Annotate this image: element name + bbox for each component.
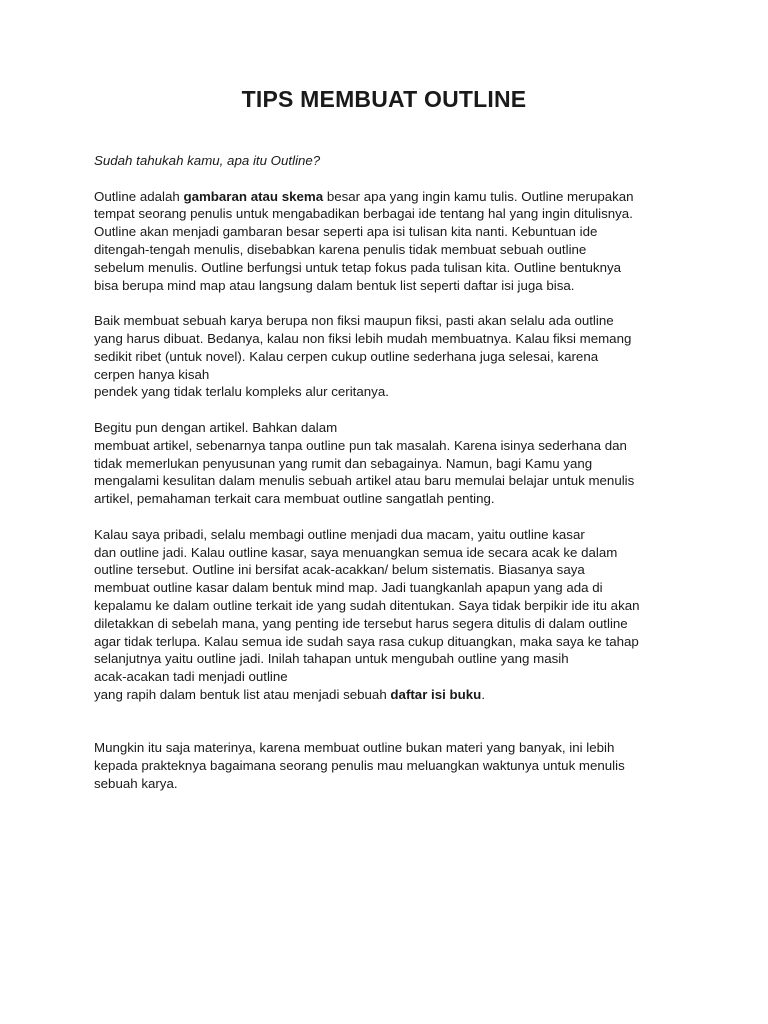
paragraph-line: membuat artikel, sebenarnya tanpa outline pun tak masalah. Karena isinya sederhana dan xyxy=(94,437,627,453)
paragraph-line: kepalamu ke dalam outline terkait ide yang sudah ditentukan. Saya tidak berpikir ide itu akan xyxy=(94,597,640,613)
paragraph-line: acak-acakan tadi menjadi outline xyxy=(94,669,288,685)
paragraph-line: diletakkan di sebelah mana, yang penting ide tersebut harus segera ditulis di dalam outline xyxy=(94,615,628,631)
paragraph-line: outline tersebut. Outline ini bersifat acak-acakkan/ belum sistematis. Biasanya saya xyxy=(94,562,585,578)
paragraph-line: membuat outline kasar dalam bentuk mind map. Jadi tuangkanlah apapun yang ada di xyxy=(94,580,603,596)
paragraph-line: Begitu pun dengan artikel. Bahkan dalam xyxy=(94,419,338,435)
bold-phrase: daftar isi buku xyxy=(390,686,482,702)
paragraph-4 xyxy=(94,526,694,704)
paragraph-line: cerpen hanya kisah xyxy=(94,366,210,382)
paragraph-line: Outline adalah gambaran atau skema besar apa yang ingin kamu tulis. Outline merupakan xyxy=(94,188,634,204)
paragraph-line: Outline akan menjadi gambaran besar seperti apa isi tulisan kita nanti. Kebuntuan ide xyxy=(94,224,598,240)
paragraph-2 xyxy=(94,312,694,401)
paragraph-line: sebuah karya. xyxy=(94,775,178,791)
paragraph-line: agar tidak terlupa. Kalau semua ide sudah saya rasa cukup dituangkan, maka saya ke tahap xyxy=(94,633,639,649)
paragraph-line: kepada prakteknya bagaimana seorang penulis mau meluangkan waktunya untuk menulis xyxy=(94,758,625,774)
document-body xyxy=(94,152,694,793)
paragraph-line: artikel, pemahaman terkait cara membuat outline sangatlah penting. xyxy=(94,491,495,507)
bold-phrase: gambaran atau skema xyxy=(183,188,324,204)
paragraph-5 xyxy=(94,739,694,792)
paragraph-line: dan outline jadi. Kalau outline kasar, saya menuangkan semua ide secara acak ke dalam xyxy=(94,544,618,560)
paragraph-line: ditengah-tengah menulis, disebabkan karena penulis tidak membuat sebuah outline xyxy=(94,241,587,257)
paragraph-line: pendek yang tidak terlalu kompleks alur ceritanya. xyxy=(94,384,389,400)
paragraph-line: selanjutnya yaitu outline jadi. Inilah tahapan untuk mengubah outline yang masih xyxy=(94,651,569,667)
paragraph-line: yang rapih dalam bentuk list atau menjadi sebuah daftar isi buku. xyxy=(94,686,486,702)
paragraph-line: Baik membuat sebuah karya berupa non fiksi maupun fiksi, pasti akan selalu ada outline xyxy=(94,313,614,329)
paragraph-line: Kalau saya pribadi, selalu membagi outline menjadi dua macam, yaitu outline kasar xyxy=(94,526,585,542)
page-title: TIPS MEMBUAT OUTLINE xyxy=(241,86,527,112)
intro-question: Sudah tahukah kamu, apa itu Outline? xyxy=(94,153,321,168)
paragraph-line: tempat seorang penulis untuk mengabadikan berbagai ide tentang hal yang ingin ditulisnya. xyxy=(94,206,633,222)
paragraph-line: sebelum menulis. Outline berfungsi untuk tetap fokus pada tulisan kita. Outline bentuknya xyxy=(94,259,622,275)
paragraph-line: Mungkin itu saja materinya, karena membuat outline bukan materi yang banyak, ini lebih xyxy=(94,740,615,756)
paragraph-1 xyxy=(94,188,694,295)
paragraph-line: tidak memerlukan penyusunan yang rumit dan sebagainya. Namun, bagi Kamu yang xyxy=(94,455,593,471)
paragraph-line: mengalami kesulitan dalam menulis sebuah artikel atau baru memulai belajar untuk menulis xyxy=(94,473,635,489)
paragraph-3 xyxy=(94,419,694,508)
paragraph-line: sedikit ribet (untuk novel). Kalau cerpen cukup outline sederhana juga selesai, karena xyxy=(94,348,599,364)
paragraph-line: bisa berupa mind map atau langsung dalam bentuk list seperti daftar isi juga bisa. xyxy=(94,277,575,293)
paragraph-line: yang harus dibuat. Bedanya, kalau non fiksi lebih mudah membuatnya. Kalau fiksi memang xyxy=(94,330,632,346)
